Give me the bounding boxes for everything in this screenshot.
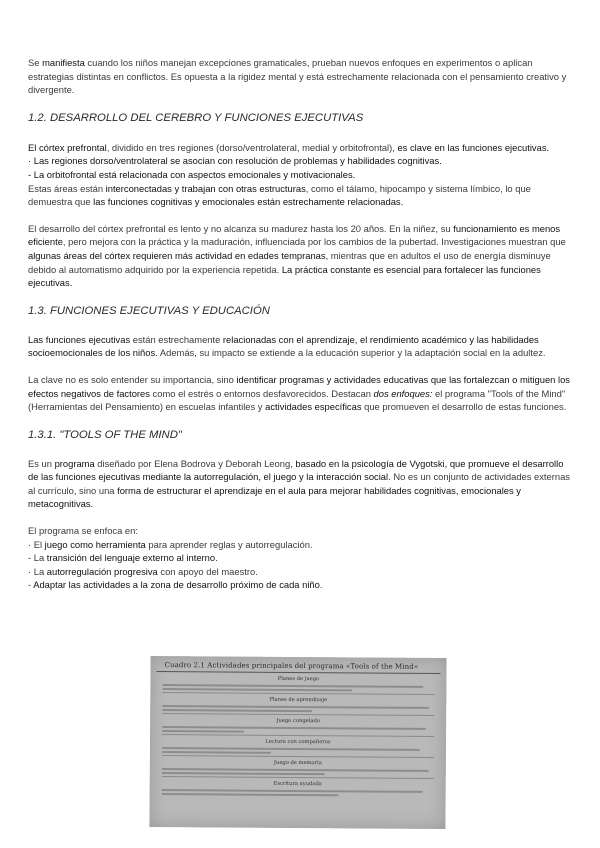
- figure-entry: [162, 780, 434, 797]
- heading-1-3-1: 1.3.1. "TOOLS OF THE MIND": [28, 428, 182, 441]
- figure-title: Cuadro 2.1 Actividades principales del programa «Tools of the Mind»: [156, 656, 440, 674]
- focus-item: - La transición del lenguaje externo al interno.: [28, 552, 218, 564]
- paragraph-ef-education: Las funciones ejecutivas están estrechamente relacionadas con el aprendizaje, el rendimiento académico y las habilidades socioemocionales de los niños. Además, su impacto se extiende a la educación superior y la adaptación social en la adultez.: [28, 333, 546, 359]
- focus-item: · El juego como herramienta para aprender reglas y autorregulación.: [28, 538, 313, 550]
- focus-intro: El programa se enfoca en:: [28, 525, 138, 537]
- heading-1-2: 1.2. DESARROLLO DEL CEREBRO Y FUNCIONES EJECUTIVAS: [28, 111, 364, 124]
- figure-entry-heading: Escritura ayudada: [273, 780, 322, 788]
- intro-paragraph: Se manifiesta cuando los niños manejan excepciones gramaticales, prueban nuevos enfoques en experimentos o aplican estrategias distintas en conflictos. Es opuesta a la rigidez mental y está estrechamente relacionada con el pensamiento creativo y divergente.: [28, 57, 567, 96]
- paragraph-tools-program: Es un programa diseñado por Elena Bodrova y Deborah Leong, basado en la psicología de Vygotski, que promueve el desarrollo de las funciones ejecutivas mediante la autorregulación, el juego y la interacción social. No es un conjunto de actividades externas al currículo, sino una forma de estructurar el aprendizaje en el aula para mejorar habilidades cognitivas, emocionales y metacognitivas.: [28, 457, 570, 510]
- focus-item: - Adaptar las actividades a la zona de desarrollo próximo de cada niño.: [28, 579, 323, 591]
- paragraph-development: El desarrollo del córtex prefrontal es lento y no alcanza su madurez hasta los 20 años. En la niñez, su funcionamiento es menos eficiente, pero mejora con la práctica y la maduración, influenciada por los cambios de la pubertad. Investigaciones muestran que algunas áreas del córtex requieren más actividad en edades tempranas, mientras que en adultos el uso de energía disminuye debido al automatismo adquirido por la experiencia repetida. La práctica constante es esencial para fortalecer las funciones ejecutivas.: [28, 222, 566, 289]
- figure-entry-heading: Planes de juego: [277, 675, 320, 683]
- paragraph-key: La clave no es solo entender su importancia, sino identificar programas y actividades educativas que las fortalezcan o mitiguen los efectos negativos de factores como el estrés o entornos desfavorecidos. Destacan dos enfoques: el programa "Tools of the Mind" (Herramientas del Pensamiento) en escuelas infantiles y actividades específicas que promueven el desarrollo de estas funciones.: [28, 373, 570, 413]
- figure-entry-heading: Juego de memoria: [273, 759, 322, 767]
- figure-entry-heading: Lectura con compañeros: [265, 738, 331, 746]
- figure-entry-heading: Juego congelado: [276, 717, 320, 725]
- paragraph-cortex: El córtex prefrontal, dividido en tres regiones (dorso/ventrolateral, medial y orbitofrontal), es clave en las funciones ejecutivas.: [28, 141, 550, 153]
- figure-entry: [162, 717, 434, 737]
- heading-1-3: 1.3. FUNCIONES EJECUTIVAS Y EDUCACIÓN: [28, 304, 270, 317]
- document-page: [28, 56, 576, 592]
- figure-entry: [162, 675, 434, 695]
- figure-entry: [162, 696, 434, 716]
- bullet-orbito: - La orbitofrontal está relacionada con aspectos emocionales y motivacionales.: [28, 168, 356, 180]
- focus-item: · La autorregulación progresiva con apoyo del maestro.: [28, 565, 258, 577]
- bullet-dorso: · Las regiones dorso/ventrolateral se asocian con resolución de problemas y habilidades cognitivas.: [28, 155, 442, 167]
- figure-entry: [162, 759, 434, 779]
- activities-table-photo: [149, 656, 446, 829]
- figure-entry-heading: Planes de aprendizaje: [269, 696, 328, 704]
- paragraph-interconnect: Estas áreas están interconectadas y trabajan con otras estructuras, como el tálamo, hipocampo y sistema límbico, lo que demuestra que las funciones cognitivas y emocionales están estrechamente relacionadas.: [28, 182, 531, 208]
- figure-entry: [162, 738, 434, 758]
